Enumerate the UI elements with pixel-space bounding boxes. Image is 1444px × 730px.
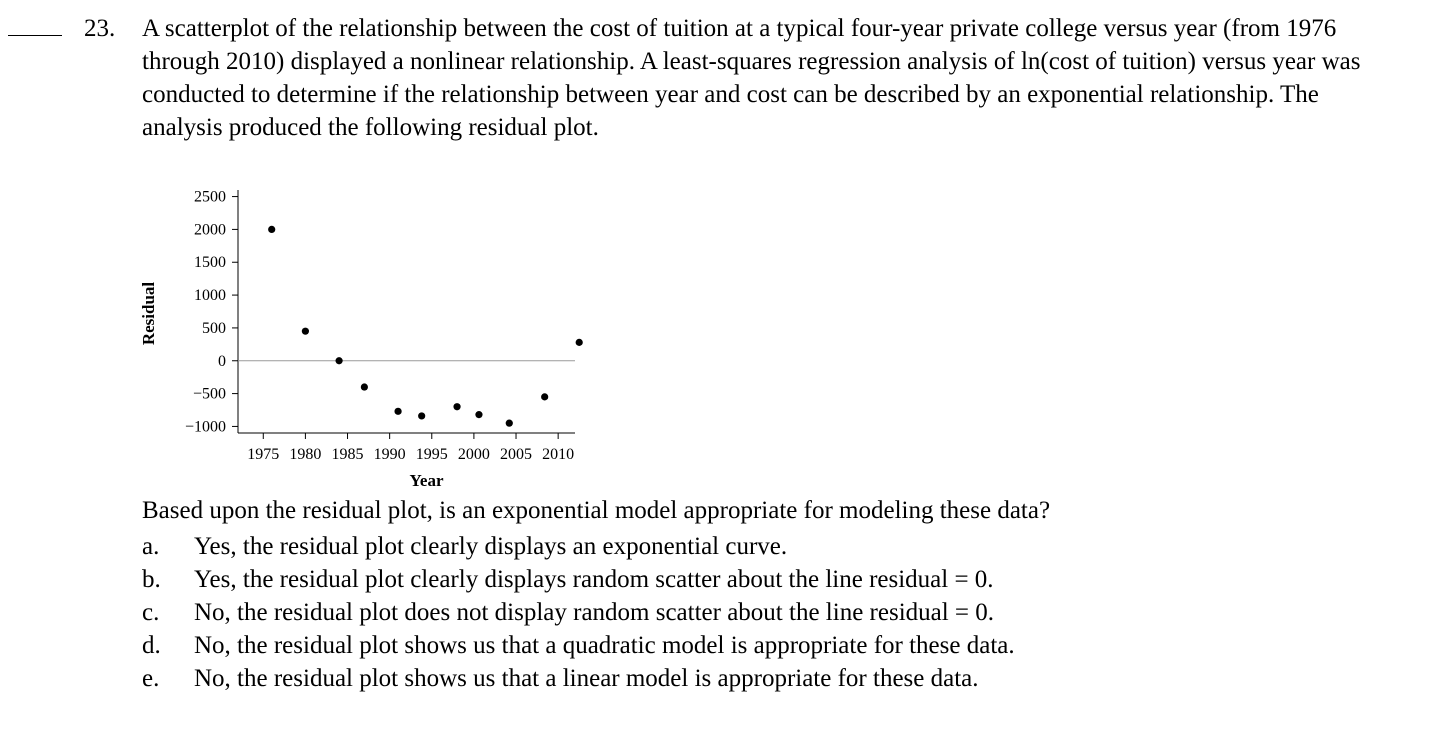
- choice-letter: c.: [142, 599, 160, 626]
- x-axis-title: Year: [409, 471, 444, 490]
- x-tick-label: 1990: [373, 446, 406, 463]
- choice-text: Yes, the residual plot clearly displays an exponential curve.: [194, 533, 788, 560]
- choice-letter: d.: [142, 632, 161, 659]
- y-tick-label: 1000: [194, 287, 226, 305]
- data-point: [506, 420, 513, 427]
- data-point: [576, 339, 583, 346]
- y-tick-label: 500: [202, 319, 226, 337]
- y-tick-label: 1500: [194, 254, 226, 272]
- y-axis-title: Residual: [139, 281, 158, 346]
- x-tick-label: 2005: [500, 446, 533, 463]
- answer-blank: [8, 35, 62, 36]
- data-point: [394, 408, 401, 415]
- y-tick-label: 0: [218, 352, 226, 370]
- choice-letter: b.: [142, 566, 161, 593]
- x-tick-label: 1975: [247, 446, 280, 463]
- data-point: [475, 411, 482, 418]
- data-point: [453, 403, 460, 410]
- x-tick-label: 1985: [331, 446, 364, 463]
- data-point: [418, 412, 425, 419]
- data-point: [302, 328, 309, 335]
- choice-text: Yes, the residual plot clearly displays random scatter about the line residual = 0.: [194, 566, 994, 593]
- question-number: 23.: [84, 15, 116, 42]
- y-tick-label: 2000: [194, 221, 226, 239]
- x-tick-label: 1995: [415, 446, 448, 463]
- data-point: [336, 357, 343, 364]
- data-point: [361, 383, 368, 390]
- y-tick-label: −1000: [184, 418, 226, 436]
- question-prompt: Based upon the residual plot, is an exponential model appropriate for modeling these data?: [142, 497, 1051, 524]
- x-tick-label: 2010: [542, 446, 575, 463]
- choice-letter: e.: [142, 665, 160, 692]
- y-tick-label: 2500: [194, 188, 226, 206]
- residual-plot: [130, 178, 600, 493]
- choice-text: No, the residual plot shows us that a linear model is appropriate for these data.: [194, 665, 979, 692]
- residual-plot-svg: [130, 178, 600, 493]
- choice-text: No, the residual plot shows us that a quadratic model is appropriate for these data.: [194, 632, 1015, 659]
- data-point: [541, 393, 548, 400]
- question-stem: A scatterplot of the relationship between the cost of tuition at a typical four-year private college versus year (from 1976 through 2010) displayed a nonlinear relationship. A least-squares regression analysis of ln(cost of tuition) versus year was conducted to determine if the relationship between year and cost can be described by an exponential relationship. The analysis produced the following residual plot.: [142, 15, 1361, 141]
- x-tick-label: 1980: [289, 446, 322, 463]
- choice-letter: a.: [142, 533, 160, 560]
- y-tick-label: −500: [192, 385, 226, 403]
- choice-text: No, the residual plot does not display random scatter about the line residual = 0.: [194, 599, 995, 626]
- data-point: [268, 226, 275, 233]
- x-tick-label: 2000: [457, 446, 490, 463]
